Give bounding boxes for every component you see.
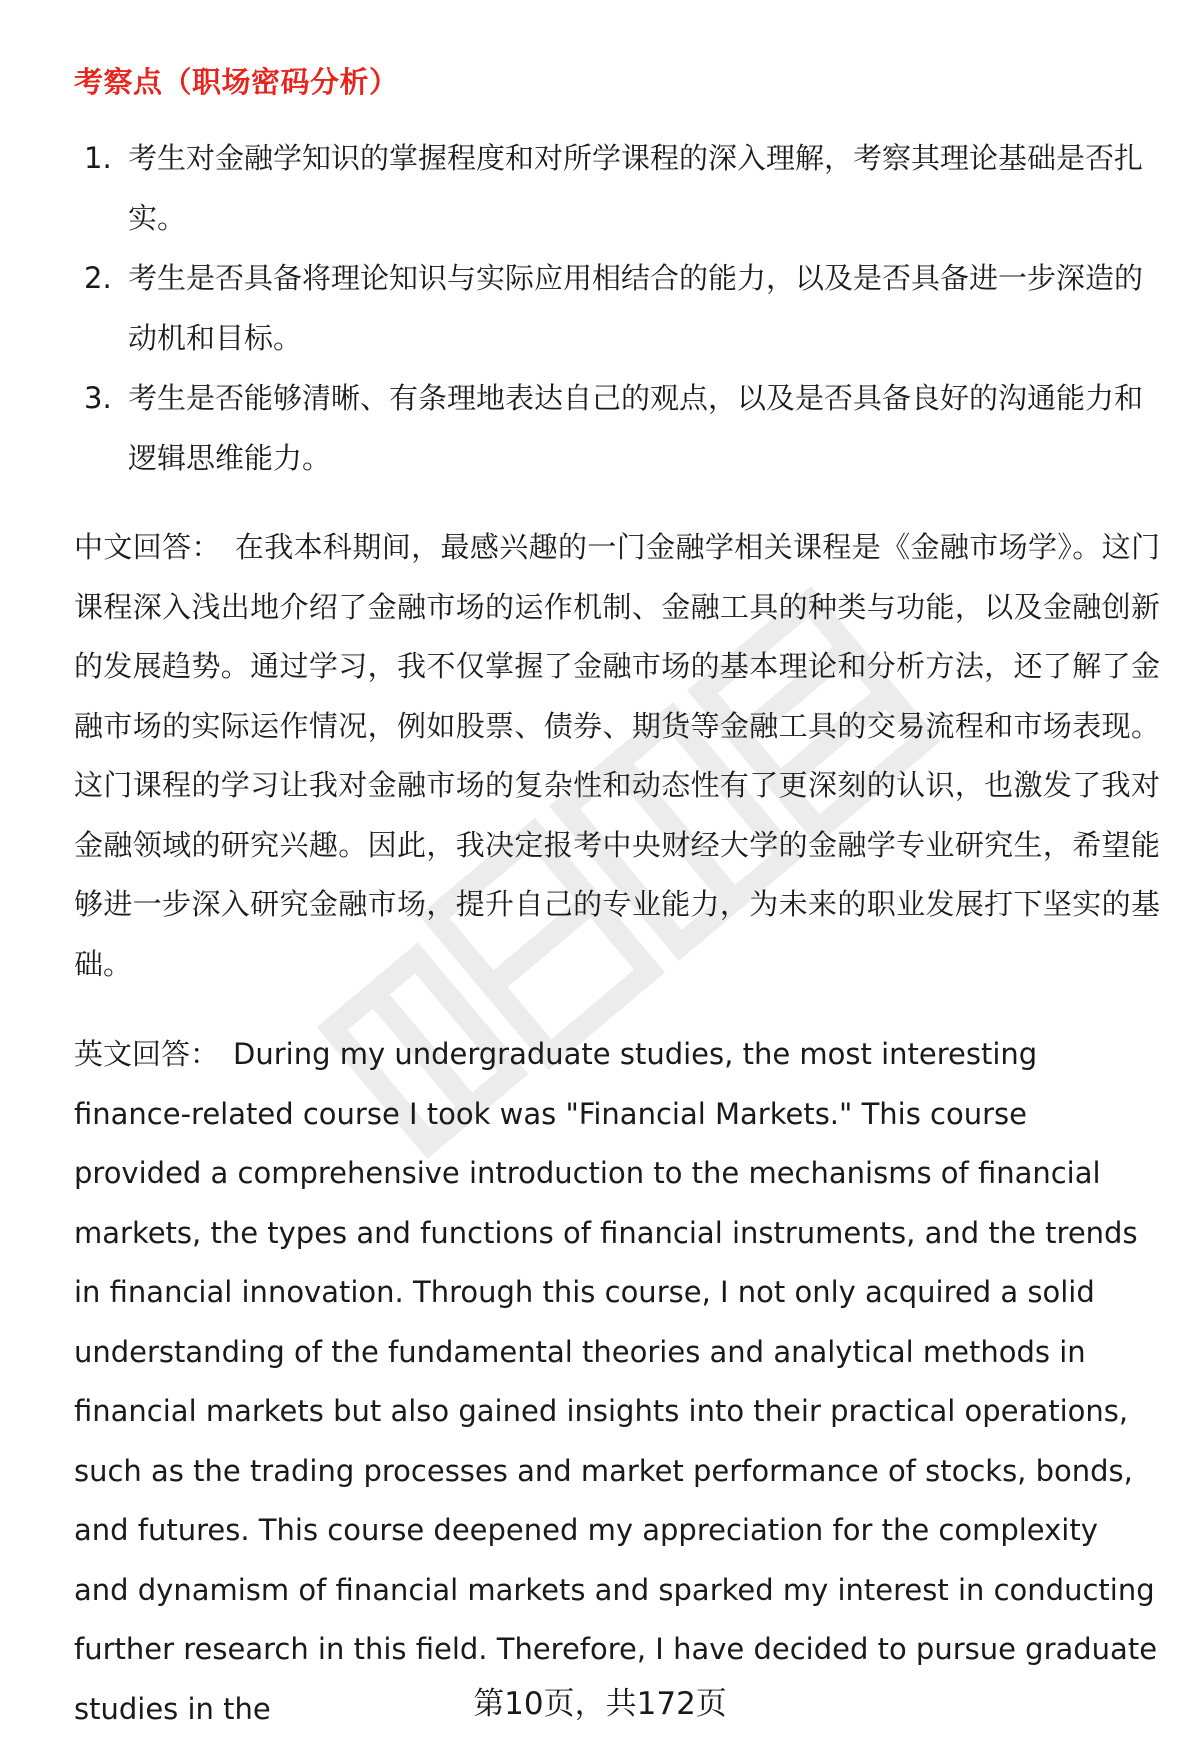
english-answer (74, 1025, 1160, 1739)
english-answer-text: During my undergraduate studies, the most interesting finance-related course I took was "Financial Markets." This course provided a comprehensive introduction to the mechanisms of financial markets, the types and functions of financial instruments, and the trends in financial innovation. Through this course, I not only acquired a solid understanding of the fundamental theories and analytical methods in financial markets but also gained insights into their practical operations, such as the trading processes and market performance of stocks, bonds, and futures. This course deepened my appreciation for the complexity and dynamism of financial markets and sparked my interest in conducting further research in this field. Therefore, I have decided to pursue graduate studies in the (74, 1037, 1158, 1726)
list-number: 3. (84, 381, 112, 415)
list-item-text: 考生对金融学知识的掌握程度和对所学课程的深入理解，考察其理论基础是否扎实。 (128, 141, 1144, 235)
english-answer-label: 英文回答： (74, 1037, 220, 1071)
list-number: 1. (84, 141, 112, 175)
section-title: 考察点（职场密码分析） (74, 65, 399, 99)
exam-points-list (74, 128, 1154, 488)
chinese-answer-label: 中文回答： (74, 530, 221, 564)
chinese-answer-text: 在我本科期间，最感兴趣的一门金融学相关课程是《金融市场学》。这门课程深入浅出地介绍了金融市场的运作机制、金融工具的种类与功能，以及金融创新的发展趋势。通过学习，我不仅掌握了金融市场的基本理论和分析方法，还了解了金融市场的实际运作情况，例如股票、债券、期货等金融工具的交易流程和市场表现。这门课程的学习让我对金融市场的复杂性和动态性有了更深刻的认识，也激发了我对金融领域的研究兴趣。因此，我决定报考中央财经大学的金融学专业研究生，希望能够进一步深入研究金融市场，提升自己的专业能力，为未来的职业发展打下坚实的基础。 (74, 530, 1160, 981)
list-item-text: 考生是否具备将理论知识与实际应用相结合的能力，以及是否具备进一步深造的动机和目标。 (128, 261, 1144, 355)
chinese-answer (74, 518, 1160, 994)
list-item-text: 考生是否能够清晰、有条理地表达自己的观点，以及是否具备良好的沟通能力和逻辑思维能力。 (128, 381, 1144, 475)
list-item (74, 128, 1154, 248)
list-item (74, 368, 1154, 488)
list-number: 2. (84, 261, 112, 295)
list-item (74, 248, 1154, 368)
page-footer: 第10页，共172页 (473, 1686, 727, 1722)
